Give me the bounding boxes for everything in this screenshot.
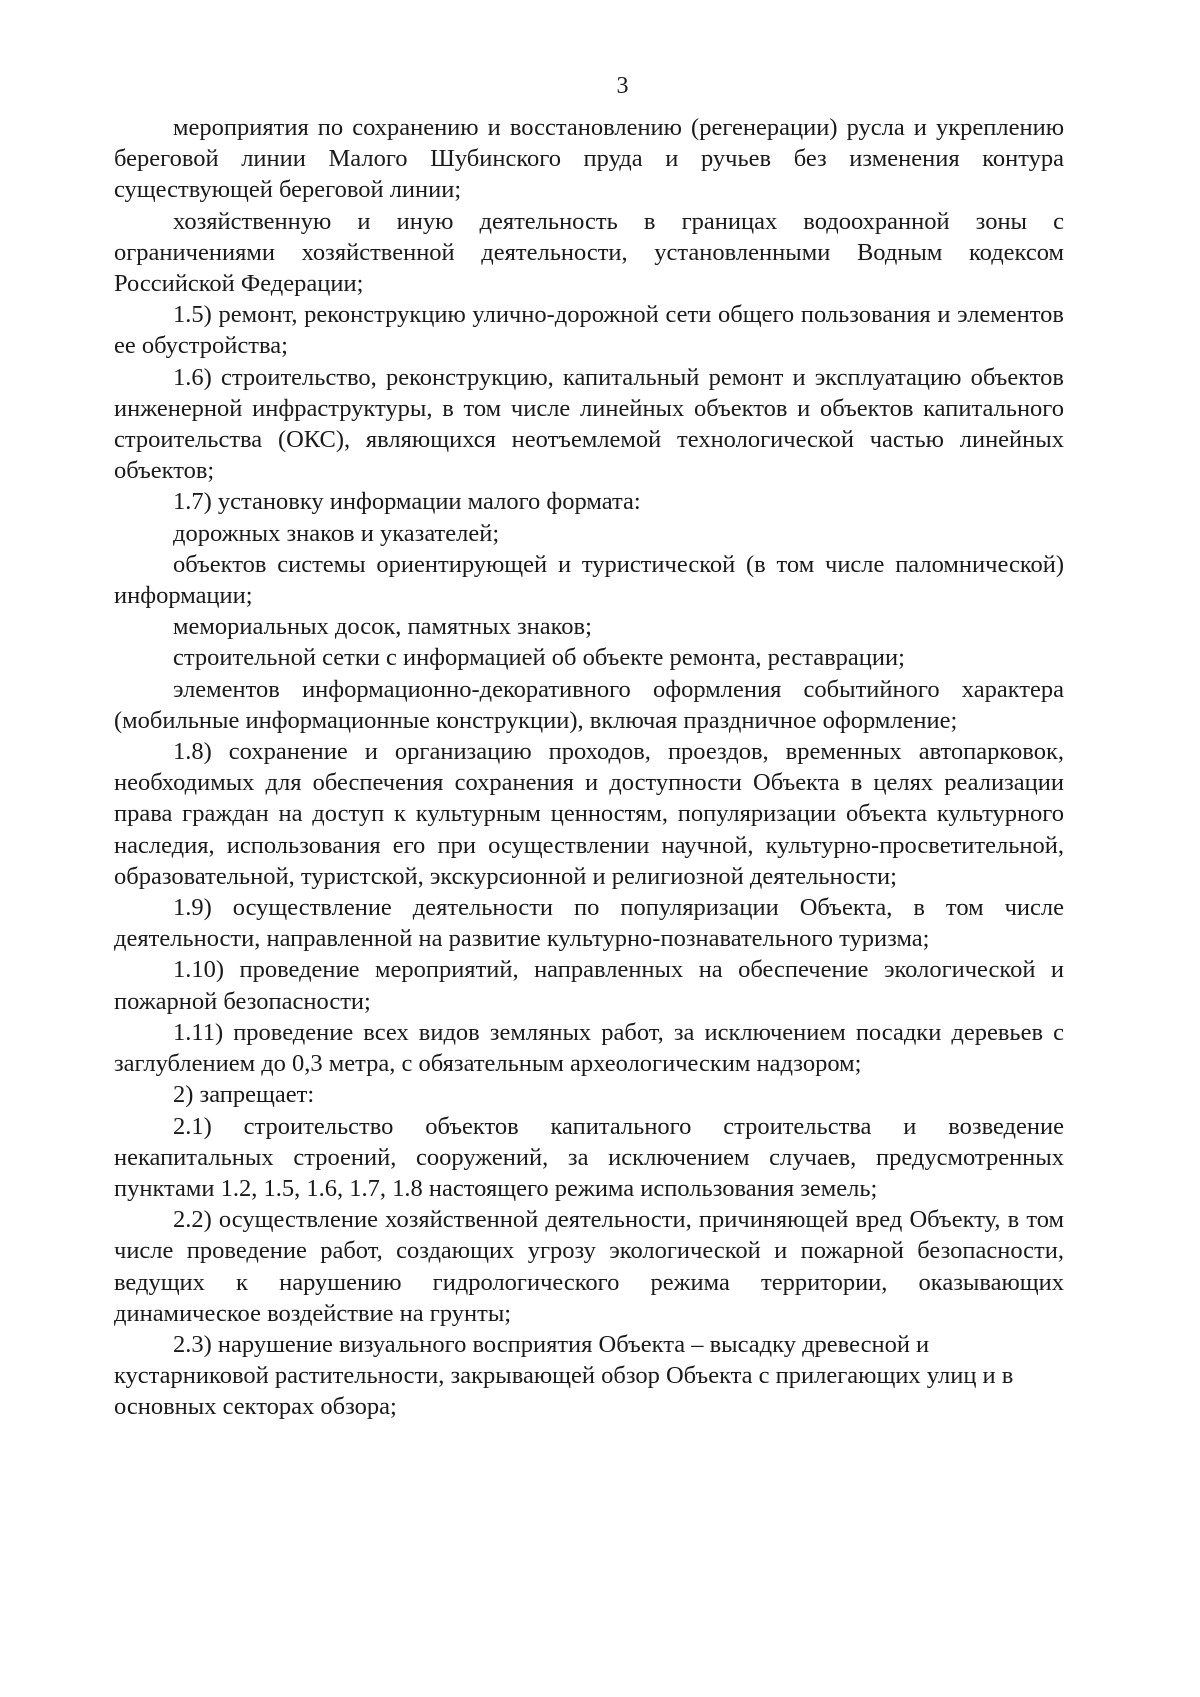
- paragraph: 2.2) осуществление хозяйственной деятельности, причиняющей вред Объекту, в том числе проведение работ, создающих угрозу экологической и пожарной безопасности, ведущих к нарушению гидрологического режима территории, оказывающих динамическое воздействие на грунты;: [114, 1206, 1064, 1327]
- paragraph: хозяйственную и иную деятельность в границах водоохранной зоны с ограничениями хозяйственной деятельности, установленными Водным кодексом Российской Федерации;: [114, 207, 1064, 298]
- paragraph: мероприятия по сохранению и восстановлению (регенерации) русла и укреплению береговой линии Малого Шубинского пруда и ручьев без изменения контура существующей береговой линии;: [114, 114, 1064, 204]
- paragraph: объектов системы ориентирующей и туристической (в том числе паломнической) информации;: [114, 550, 1064, 610]
- paragraph: 1.6) строительство, реконструкцию, капитальный ремонт и эксплуатацию объектов инженерной инфраструктуры, в том числе линейных объектов и объектов капитального строительства (ОКС), являющихся неотъемлемой технологической частью линейных объектов;: [114, 363, 1064, 485]
- paragraph: 2.3) нарушение визуального восприятия Объекта – высадку древесной и кустарниковой растительности, закрывающей обзор Объекта с прилегающих улиц и в основных секторах обзора;: [114, 1330, 1014, 1421]
- page-number: 3: [616, 73, 629, 99]
- paragraph: 1.7) установку информации малого формата:: [173, 488, 641, 516]
- paragraph: дорожных знаков и указателей;: [173, 519, 500, 547]
- paragraph: 1.5) ремонт, реконструкцию улично-дорожной сети общего пользования и элементов ее обустройства;: [114, 301, 1064, 360]
- paragraph: 1.8) сохранение и организацию проходов, проездов, временных автопарковок, необходимых для обеспечения сохранения и доступности Объекта в целях реализации права граждан на доступ к культурным ценностям, популяризации объекта культурного наследия, использования его при осуществлении научной, культурно-просветительной, образовательной, туристской, экскурсионной и религиозной деятельности;: [114, 738, 1064, 890]
- paragraph: 1.9) осуществление деятельности по популяризации Объекта, в том числе деятельности, направленной на развитие культурно-познавательного туризма;: [114, 894, 1064, 953]
- paragraph: элементов информационно-декоративного оформления событийного характера (мобильные информационные конструкции), включая праздничное оформление;: [114, 675, 1064, 734]
- paragraph: 2.1) строительство объектов капитального строительства и возведение некапитальных строений, сооружений, за исключением случаев, предусмотренных пунктами 1.2, 1.5, 1.6, 1.7, 1.8 настоящего режима использования земель;: [114, 1112, 1064, 1202]
- paragraph: мемориальных досок, памятных знаков;: [173, 613, 592, 641]
- paragraph: строительной сетки с информацией об объекте ремонта, реставрации;: [173, 644, 905, 672]
- paragraph: 1.10) проведение мероприятий, направленных на обеспечение экологической и пожарной безопасности;: [114, 956, 1064, 1015]
- paragraph: 1.11) проведение всех видов земляных работ, за исключением посадки деревьев с заглублением до 0,3 метра, с обязательным археологическим надзором;: [114, 1018, 1064, 1078]
- document-body: [114, 112, 1064, 1423]
- paragraph: 2) запрещает:: [173, 1081, 315, 1109]
